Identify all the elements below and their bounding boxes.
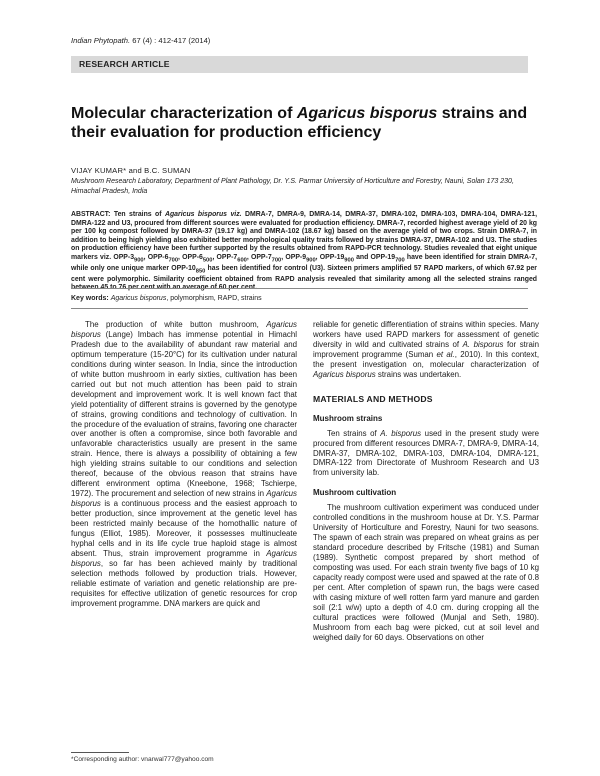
abstract-text: has been identified for control (U3). Sixteen primers amplified 57 RAPD markers, of which 67.92 per cent were polymorphic. Similarity coefficient obtained from RAPD analysis revealed that similarity among all the selected strains ranged between 45 to 76 per cent with an average of 60 per cent. xyxy=(71,264,537,292)
species-name: A. bisporus xyxy=(380,428,422,438)
keywords-divider xyxy=(71,308,528,309)
article-title xyxy=(71,104,541,142)
body-text: is a continuous process and the easiest approach to better production, since improvement at the genetic level has been restricted mainly because of the homothallic nature of fungus (Elliot, 1985). Moreover, it possesses multinucleate hyphal cells and in its life cycle true haploid stage is almost absent. Thus, strain improvement programme in xyxy=(71,499,297,558)
marker-subscript: 700 xyxy=(168,257,179,264)
keywords-rest: , polymorphism, RAPD, strains xyxy=(166,295,262,302)
body-text: , so far has been achieved mainly by traditional selection methods followed by production trials. However, reliable estimate of variation and genetic relationship are pre-requisites for effective utilization of genetic resources for crop improvement programme. DNA markers are quick and xyxy=(71,558,297,608)
body-text: , 2010). In this context, the present investigation on, molecular characterization of xyxy=(313,349,540,369)
abstract-text: Ten strains of xyxy=(110,211,165,218)
title-species: Agaricus bisporus xyxy=(296,105,438,122)
running-header xyxy=(71,36,210,45)
marker-subscript: 600 xyxy=(237,257,247,264)
keywords-label: Key words: xyxy=(71,295,109,302)
intro-paragraph xyxy=(71,320,297,609)
footnote-corresponding-author: *Corresponding author: vnarwal777@yahoo.com xyxy=(71,756,214,763)
abstract-text: , OPP-7 xyxy=(246,253,272,261)
title-part-2: strains and their evaluation for production efficiency xyxy=(71,105,528,141)
keyword-species: Agaricus bisporus xyxy=(110,295,167,302)
right-column xyxy=(313,320,539,643)
title-part-1: Molecular characterization of xyxy=(71,105,297,122)
marker-subscript: 900 xyxy=(306,257,316,264)
marker-subscript: 900 xyxy=(134,257,144,264)
citation-etal: et al. xyxy=(436,349,455,359)
marker-subscript: 700 xyxy=(395,257,405,264)
abstract-text: , OPP-19 xyxy=(315,253,345,261)
abstract-text: and OPP-19 xyxy=(353,253,396,261)
section-label: RESEARCH ARTICLE xyxy=(79,59,170,69)
abstract-text: , OPP-7 xyxy=(212,253,238,261)
body-text: for strain improvement programme (Suman xyxy=(313,339,539,359)
journal-name: Indian Phytopath. xyxy=(71,36,131,45)
marker-subscript: 850 xyxy=(195,268,206,275)
marker-subscript: 500 xyxy=(202,257,213,264)
body-text: strains was undertaken. xyxy=(375,369,462,379)
body-text: used in the present study were procured from different resources DMRA-7, DMRA-9, DMRA-14, DMRA-37, DMRA-102, DMRA-103, DMRA-104, DMRA-121, DMRA-122 from Directorate of Mushroom Research and U3 from university lab. xyxy=(313,428,540,478)
left-column xyxy=(71,320,297,609)
abstract-text: , OPP-6 xyxy=(143,253,169,261)
footnote-rule xyxy=(71,752,129,753)
cultivation-paragraph: The mushroom cultivation experiment was conduced under controlled conditions in the mushroom house at Dr. Y.S. Parmar University of Horticulture and Forestry, Nauni for two seasons. The spawn of each strain was prepared on wheat grains as per standard procedure described by Fritsche (1981) and Suman (1989). Synthetic compost prepared by short method of composting was used. For each strain twenty five bags of 10 kg capacity ready compost were used and spawed at the rate of 0.8 per cent. After completion of spawn run, the bags were cased with casing mixture of well rotten farm yard manure and garden soil (2:1 w/w) upto a depth of 4.0 cm. during cropping all the cultural practices were followed (Munjal and Seth, 1980). Mushroom from each bag were picked, cut at soil level and weighed daily for 60 days. Observations on other xyxy=(313,503,539,642)
heading-mushroom-strains: Mushroom strains xyxy=(313,413,383,423)
species-name: Agaricus bisporus xyxy=(71,320,297,339)
marker-subscript: 700 xyxy=(271,257,282,264)
abstract-text: have been identified for strain DMRA-7, while only one unique marker OPP-10 xyxy=(71,253,538,272)
authors: VIJAY KUMAR* and B.C. SUMAN xyxy=(71,166,191,175)
abstract-divider xyxy=(71,288,528,289)
body-text: (Lange) Imbach has immense potential in Himachl Pradesh due to the availability of abundant raw material and optimum temperature (15-20°C) for its cultivation under natural conditions during winter season. In India, since the introduction of white button mushroom in early sixties, cultivation has been carried out but not much attention has been paid to strain development and improvement work. It is well known fact that yield potentiality of different strains is governed by the genotype of strains, growing conditions and technology of cultivation. In the procedure of the evaluation of strains, favoring one character over another is often a compromise, since both favorable and unfavorable characteristics usually are present in the same strain. Hence, there is always a possibility of obtaining a few high yielding strains suitable to our conditions and selection thereof, because of the obvious reason that strains have different environment optima (Kneebone, 1968; Tschierpe, 1972). The procurement and selection of new strains in xyxy=(71,329,297,499)
abstract-text: DMRA-7, DMRA-9, DMRA-14, DMRA-37, DMRA-102, DMRA-103, DMRA-104, DMRA-121, DMRA-122 and U3, procured from different sources were evaluated for production efficiency. DMRA-7, recorded highest average yield of 20 kg per 100 kg compost followed by DMRA-37 (19.17 kg) and DMRA-102 (18.67 kg) based on the average yield of two crops. Strain DMRA-7, in addition to being high yielding also exhibited better morphological quality traits followed by strains DMRA-37, DMRA-102 and U3. The studies on production efficiency have been further supported by the results obtained from RAPD-PCR technology. Studies revealed that eight unique markers viz. OPP-3 xyxy=(71,211,537,261)
heading-materials-methods: MATERIALS AND METHODS xyxy=(313,393,433,404)
species-name: Agaricus bisporus xyxy=(313,369,376,379)
journal-citation: 67 (4) : 412-417 (2014) xyxy=(132,36,211,45)
strains-paragraph xyxy=(313,429,539,479)
body-text: The production of white button mushroom, xyxy=(85,320,267,329)
affiliation: Mushroom Research Laboratory, Department of Plant Pathology, Dr. Y.S. Parmar University of Horticulture and Forestry, Nauni, Solan 173 230, Himachal Pradesh, India xyxy=(71,178,514,195)
intro-continuation xyxy=(313,320,539,380)
species-name: Agaricus bisporus xyxy=(71,489,297,509)
abstract xyxy=(71,211,537,293)
body-text: reliable for genetic differentiation of strains within species. Many workers have used RAPD markers for assessment of genetic diversity in wild and cultivated strains of xyxy=(313,320,539,349)
abstract-text: , OPP-9 xyxy=(281,253,307,261)
body-text: Ten strains of xyxy=(327,428,381,438)
keywords xyxy=(71,295,262,302)
heading-mushroom-cultivation: Mushroom cultivation xyxy=(313,488,397,498)
species-name: Agaricus bisporus xyxy=(71,548,297,568)
abstract-text: , OPP-6 xyxy=(178,253,203,261)
marker-subscript: 900 xyxy=(344,257,354,264)
abstract-species: Agaricus bisporus viz. xyxy=(165,211,242,218)
abstract-label: ABSTRACT: xyxy=(71,211,111,218)
species-name: A. bisporus xyxy=(462,339,504,349)
